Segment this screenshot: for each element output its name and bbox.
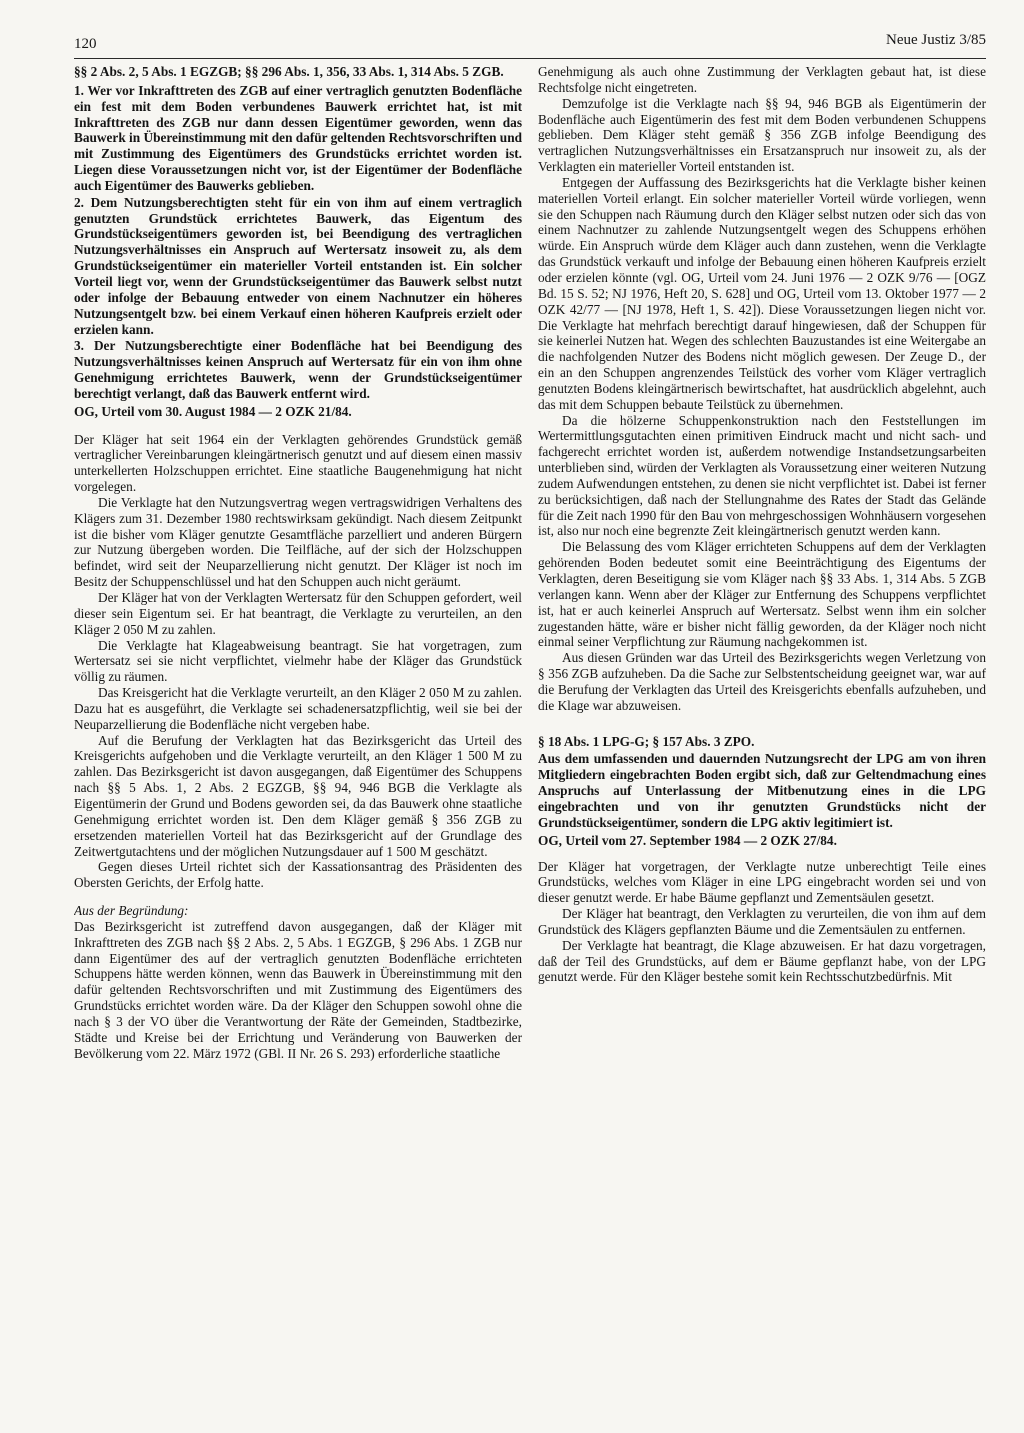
- decision-reference-2: OG, Urteil vom 27. September 1984 — 2 OZK 27/84.: [538, 832, 837, 848]
- page-number: 120: [74, 36, 97, 52]
- journal-issue: Neue Justiz 3/85: [886, 32, 986, 48]
- headnote-2: 2. Dem Nutzungsberechtigten steht für ein von ihm auf einem vertraglich genutzten Grundstück errichtetes Bauwerk, das Eigentum des Grundstückseigentümers geworden ist, bei Beendigung des vertraglichen Nutzungsverhältnisses ein Anspruch auf Wertersatz insoweit zu, als dem Grundstückseigentümer ein materieller Vorteil entstanden ist. Ein solcher Vorteil liegt vor, wenn der Grundstückseigentümer das Bauwerk selbst nutzt oder infolge der Bebauung entweder von einem Nachnutzer ein höheres Nutzungsentgelt bzw. bei einem Verkauf einen höheren Kaufpreis erzielt oder erzielen kann.: [74, 194, 522, 337]
- headnote-1: 1. Wer vor Inkrafttreten des ZGB auf einer vertraglich genutzten Bodenfläche ein fest mit dem Boden verbundenes Bauwerk errichtet hat, ist mit Inkrafttreten des ZGB nur dann dessen Eigentümer geworden, wenn das Bauwerk in Übereinstimmung mit den dafür geltenden Rechtsvorschriften und mit Zustimmung des Eigentümers des Grundstücks errichtet worden ist. Liegen diese Voraussetzungen nicht vor, ist der Eigentümer der Bodenfläche auch Eigentümer des Bauwerks geblieben.: [74, 82, 522, 193]
- paragraph: Der Kläger hat seit 1964 ein der Verklagten gehörendes Grundstück gemäß vertraglicher Vereinbarungen kleingärtnerisch genutzt und auf diesem einen massiv unterkellerten Holzschuppen errichtet. Eine staatliche Baugenehmigung hat nicht vorgelegen.: [74, 431, 522, 495]
- paragraph: Entgegen der Auffassung des Bezirksgerichts hat die Verklagte bisher keinen materiellen Vorteil erlangt. Ein solcher materieller Vorteil würde vorliegen, wenn sie den Schuppen nach Räumung durch den Kläger selbst nutzen oder sich das von einem Nachnutzer zu zahlende Nutzungsentgelt wegen des Schuppens erhöhen würde. Ein Anspruch würde dem Kläger auch dann zustehen, wenn die Verklagte das Grundstück verkauft und infolge der Bebauung einen höheren Kaufpreis erzielt oder erzielen könnte (vgl. OG, Urteil vom 24. Juni 1976 — 2 OZK 9/76 — [OGZ Bd. 15 S. 52; NJ 1976, Heft 20, S. 628] und OG, Urteil vom 13. Oktober 1977 — 2 OZK 42/77 — [NJ 1978, Heft 1, S. 42]). Diese Voraussetzungen liegen nicht vor. Die Verklagte hat mehrfach berechtigt darauf hingewiesen, daß der Schuppen für sie keinerlei Nutzen hat. Wegen des schlechten Bauzustandes ist eine Weitergabe an die nachfolgenden Nutzer des Bodens nicht möglich gewesen. Der Zeuge D., der ein an den Schuppen angrenzendes Teilstück des vorher vom Kläger vertraglich genutzten Bodens kleingärtnerisch bewirtschaftet, hat ausdrücklich abgelehnt, auch das mit dem Schuppen bebaute Teilstück zu übernehmen.: [538, 174, 986, 412]
- paragraph: Der Kläger hat beantragt, den Verklagten zu verurteilen, die von ihm auf dem Grundstück des Klägers gepflanzten Bäume und die Zementsäulen zu entfernen.: [538, 906, 986, 937]
- paragraph: Gegen dieses Urteil richtet sich der Kassationsantrag des Präsidenten des Obersten Gerichts, der Erfolg hatte.: [74, 859, 522, 891]
- left-column: [74, 64, 522, 1425]
- decision-reference: OG, Urteil vom 30. August 1984 — 2 OZK 21/84.: [74, 403, 352, 419]
- paragraph: Der Kläger hat vorgetragen, der Verklagte nutze unberechtigt Teile eines Grundstücks, welches vom Kläger in eine LPG eingebracht worden sei und von dieser genutzt werde. Er habe Bäume gepflanzt und Zementsäulen gesetzt.: [538, 858, 986, 906]
- headnote: Aus dem umfassenden und dauernden Nutzungsrecht der LPG am von ihren Mitgliedern eingebrachten Boden ergibt sich, daß zur Geltendmachung eines Anspruchs auf Unterlassung der Mitbenutzung eines in die LPG eingebrachten und von ihr genutzten Grundstücks nicht der Grundstückseigentümer, sondern die LPG aktiv legitimiert ist.: [538, 751, 986, 830]
- paragraph: Da die hölzerne Schuppenkonstruktion nach den Feststellungen im Wertermittlungsgutachten einen primitiven Eindruck macht und nicht sach- und fachgerecht errichtet worden ist, außerdem notwendige Instandsetzungsarbeiten unterblieben sind, würden der Verklagten als Voraussetzung einer weiteren Nutzung zudem Aufwendungen entstehen, zu denen sie nicht verpflichtet ist. Dabei ist ferner zu berücksichtigen, daß nach der Stellungnahme des Rates der Stadt das Gelände für die Zeit nach 1990 für den Bau von mehrgeschossigen Wohnhäusern vorgesehen ist, also nur noch eine begrenzte Zeit kleingärtnerisch genutzt werden kann.: [538, 412, 986, 539]
- reasons-heading: Aus der Begründung:: [74, 903, 189, 919]
- paragraph: Aus diesen Gründen war das Urteil des Bezirksgerichts wegen Verletzung von § 356 ZGB aufzuheben. Da die Sache zur Selbstentscheidung geeignet war, war auf die Berufung der Verklagten das Urteil des Kreisgerichts ebenfalls aufzuheben, und die Klage war abzuweisen.: [538, 650, 986, 713]
- paragraph: Die Belassung des vom Kläger errichteten Schuppens auf dem der Verklagten gehörenden Boden bedeutet somit eine Beeinträchtigung des Eigentums der Verklagten, deren Beseitigung sie vom Kläger nach §§ 33 Abs. 1, 314 Abs. 5 ZGB verlangen kann. Wenn aber der Kläger zur Entfernung des Schuppens verpflichtet ist, hat er auch keinerlei Anspruch auf Wertersatz. Selbst wenn ihm ein solcher zugestanden hätte, wäre er bisher nicht fällig geworden, da der Kläger noch nicht einmal seiner Verpflichtung zur Räumung nachgekommen ist.: [538, 539, 986, 650]
- paragraph: Das Bezirksgericht ist zutreffend davon ausgegangen, daß der Kläger mit Inkrafttreten des ZGB nach §§ 2 Abs. 2, 5 Abs. 1 EGZGB, § 296 Abs. 1 ZGB nur dann Eigentümer des auf der vertraglich genutzten Bodenfläche errichteten Schuppens hätte werden können, wenn das Bauwerk in Übereinstimmung mit den dafür geltenden Rechtsvorschriften und mit Zustimmung des Eigentümers des Grundstücks errichtet worden wäre. Da der Kläger den Schuppen sowohl ohne die nach § 3 der VO über die Verantwortung der Räte der Gemeinden, Stadtbezirke, Städte und Kreise bei der Errichtung und Veränderung von Bauwerken der Bevölkerung vom 22. März 1972 (GBl. II Nr. 26 S. 293) erforderliche staatliche: [74, 918, 522, 1061]
- paragraph: Demzufolge ist die Verklagte nach §§ 94, 946 BGB als Eigentümerin der Bodenfläche auch Eigentümerin des fest mit dem Boden verbundenen Schuppens geblieben. Dem Kläger steht gemäß § 356 ZGB infolge Beendigung des vertraglichen Nutzungsverhältnisses ein Ersatzanspruch nur insoweit zu, als der Verklagten ein materieller Vorteil entstanden ist.: [538, 95, 986, 175]
- paragraph: Der Kläger hat von der Verklagten Wertersatz für den Schuppen gefordert, weil dieser sein Eigentum sei. Er hat beantragt, die Verklagte zu verurteilen, an den Kläger 2 050 M zu zahlen.: [74, 590, 522, 637]
- legal-citation: §§ 2 Abs. 2, 5 Abs. 1 EGZGB; §§ 296 Abs. 1, 356, 33 Abs. 1, 314 Abs. 5 ZGB.: [74, 64, 504, 79]
- right-column: [538, 64, 986, 1425]
- paragraph: Der Verklagte hat beantragt, die Klage abzuweisen. Er hat dazu vorgetragen, daß der Teil des Grundstücks, auf dem er Bäume gepflanzt habe, von der LPG genutzt werde. Für den Kläger bestehe somit kein Rechtsschutzbedürfnis. Mit: [538, 937, 986, 985]
- paragraph: Das Kreisgericht hat die Verklagte verurteilt, an den Kläger 2 050 M zu zahlen. Dazu hat es ausgeführt, die Verklagte sei schadenersatzpflichtig, weil sie bei der Neuparzellierung die Bodenfläche nicht vergeben habe.: [74, 685, 522, 732]
- legal-citation-2: § 18 Abs. 1 LPG-G; § 157 Abs. 3 ZPO.: [538, 733, 755, 749]
- paragraph: Die Verklagte hat den Nutzungsvertrag wegen vertragswidrigen Verhaltens des Klägers zum 31. Dezember 1980 rechtswirksam gekündigt. Nach diesem Zeitpunkt ist die bisher vom Kläger genutzte Gesamtfläche parzelliert und anderen Bürgern zur Nutzung übergeben worden. Die Teilfläche, auf der sich der Holzschuppen befindet, wird seit der Neuparzellierung nicht genutzt. Der Kläger ist noch im Besitz der Schuppenschlüssel und hat den Schuppen auch nicht geräumt.: [74, 494, 522, 590]
- headnote-3: 3. Der Nutzungsberechtigte einer Bodenfläche hat bei Beendigung des Nutzungsverhältnisses keinen Anspruch auf Wertersatz für ein von ihm ohne Genehmigung errichtetes Bauwerk, wenn der Grundstückseigentümer berechtigt verlangt, daß das Bauwerk entfernt wird.: [74, 338, 522, 401]
- page-header: [74, 30, 986, 59]
- paragraph: Genehmigung als auch ohne Zustimmung der Verklagten gebaut hat, ist diese Rechtsfolge nicht eingetreten.: [538, 64, 986, 95]
- paragraph: Auf die Berufung der Verklagten hat das Bezirksgericht das Urteil des Kreisgerichts aufgehoben und die Verklagte verurteilt, an den Kläger 1 500 M zu zahlen. Das Bezirksgericht ist davon ausgegangen, daß Eigentümer des Schuppens nach §§ 5 Abs. 1, 2 Abs. 2 EGZGB, §§ 94, 946 BGB die Verklagte als Eigentümerin der Grund und Bodens geworden sei, da das Bauwerk ohne staatliche Genehmigung errichtet worden ist. Den dem Kläger gemäß § 356 ZGB zu ersetzenden materiellen Vorteil hat das Bezirksgericht auf der Grundlage des Zeitwertgutachtens und der möglichen Nutzungsdauer auf 1 500 M geschätzt.: [74, 732, 522, 859]
- paragraph: Die Verklagte hat Klageabweisung beantragt. Sie hat vorgetragen, zum Wertersatz sei sie nicht verpflichtet, vielmehr habe der Kläger das Grundstück völlig zu räumen.: [74, 637, 522, 685]
